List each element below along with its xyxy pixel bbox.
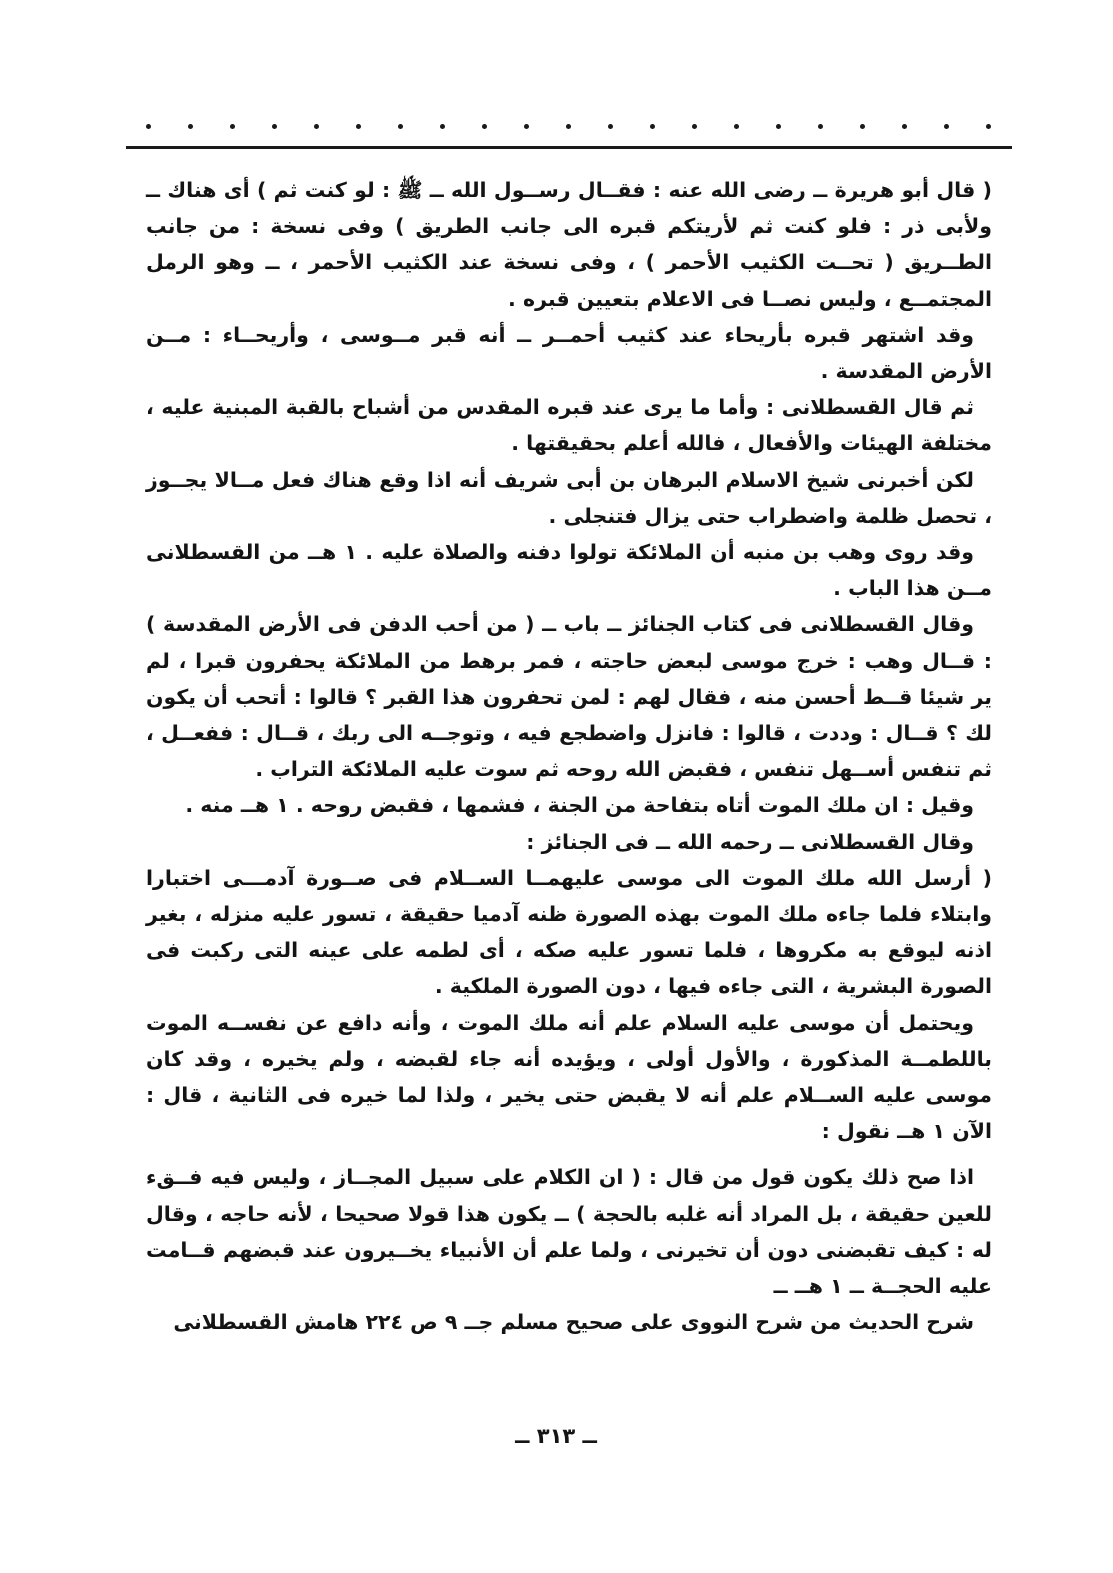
paragraph-2: وقد اشتهر قبره بأريحاء عند كثيب أحمــر ــ أنه قبر مــوسى ، وأريحــاء : مــن الأرض المقدسة . <box>146 322 992 384</box>
paragraph-11: اذا صح ذلك يكون قول من قال : ( ان الكلام على سبيل المجــاز ، وليس فيه فــقء للعين حقيقة ، بل المراد أنه غلبه بالحجة ) ــ يكون هذا قولا صحيحا ، لأنه حاجه ، وقال له : كيف تقبضنى دون أن تخيرنى ، ولما علم أن الأنبياء يخــيرون عند قبضهم قــامت عليه الحجــة ــ ١ هــ ــ <box>146 1165 992 1299</box>
body-text <box>146 172 992 1341</box>
paragraph-6: وقال القسطلانى فى كتاب الجنائز ــ باب ــ ( من أحب الدفن فى الأرض المقدسة ) : قــال وهب : خرج موسى لبعض حاجته ، فمر برهط من الملائكة يحفرون قبرا ، لم ير شيئا قــط أحسن منه ، فقال لهم : لمن تحفرون هذا القبر ؟ قالوا : أتحب أن يكون لك ؟ قــال : وددت ، قالوا : فانزل واضطجع فيه ، وتوجــه الى ربك ، قــال : ففعــل ، ثم تنفس أســهل تنفس ، فقبض الله روحه ثم سوت عليه الملائكة التراب . <box>146 612 992 782</box>
header-ornament-dots <box>130 116 1010 136</box>
page-number: ــ ٣١٣ ــ <box>515 1424 597 1448</box>
paragraph-7: وقيل : ان ملك الموت أتاه بتفاحة من الجنة ، فشمها ، فقبض روحه . ١ هــ منه . <box>185 793 974 818</box>
paragraph-10: ويحتمل أن موسى عليه السلام علم أنه ملك الموت ، وأنه دافع عن نفســه الموت باللطمــة المذكورة ، والأول أولى ، ويؤيده أنه جاء لقبضه ، ولم يخيره ، وقد كان موسى عليه الســلام علم أنه لا يقبض حتى يخير ، ولذا لما خيره فى الثانية ، قال : الآن ١ هــ نقول : <box>146 1010 992 1144</box>
paragraph-5: وقد روى وهب بن منبه أن الملائكة تولوا دفنه والصلاة عليه . ١ هــ من القسطلانى مــن هذا الباب . <box>146 540 992 601</box>
source-citation: شرح الحديث من شرح النووى على صحيح مسلم جــ ٩ ص ٢٢٤ هامش القسطلانى <box>173 1310 974 1335</box>
paragraph-8: وقال القسطلانى ــ رحمه الله ــ فى الجنائز : <box>526 829 974 854</box>
header-rule <box>126 146 1012 149</box>
paragraph-4: لكن أخبرنى شيخ الاسلام البرهان بن أبى شريف أنه اذا وقع هناك فعل مــالا يجــوز ، تحصل ظلمة واضطراب حتى يزال فتنجلى . <box>146 467 992 528</box>
paragraph-1: ( قال أبو هريرة ــ رضى الله عنه : فقــال رســول الله ــ ﷺ : لو كنت ثم ) أى هناك ــ ولأبى ذر : فلو كنت ثم لأريتكم قبره الى جانب الطريق ) وفى نسخة : من جانب الطــريق ( تحــت الكثيب الأحمر ) ، وفى نسخة عند الكثيب الأحمر ، ــ وهو الرمل المجتمــع ، وليس نصــا فى الاعلام بتعيين قبره . <box>146 178 992 311</box>
paragraph-3: ثم قال القسطلانى : وأما ما يرى عند قبره المقدس من أشباح بالقبة المبنية عليه ، مختلفة الهيئات والأفعال ، فالله أعلم بحقيقتها . <box>146 395 992 456</box>
paragraph-9: ( أرسل الله ملك الموت الى موسى عليهمــا الســلام فى صــورة آدمـــى اختبارا وابتلاء فلما جاءه ملك الموت بهذه الصورة ظنه آدميا حقيقة ، تسور عليه منزله ، بغير اذنه ليوقع به مكروها ، فلما تسور عليه صكه ، أى لطمه على عينه التى ركبت فى الصورة البشرية ، التى جاءه فيها ، دون الصورة الملكية . <box>146 865 992 999</box>
